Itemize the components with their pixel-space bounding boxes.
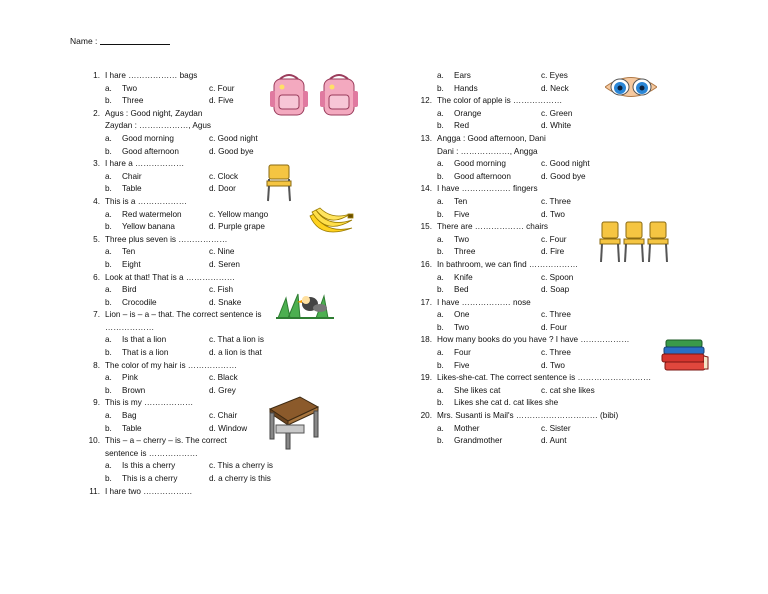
question-text-continued: Zaydan : ………………, Agus	[105, 121, 212, 131]
bird-picture	[276, 288, 334, 320]
option-right: d. Two	[541, 360, 565, 370]
backpacks-picture	[268, 73, 362, 117]
option-text: Four	[454, 348, 471, 358]
option-right: c. cat she likes	[541, 385, 595, 395]
backpack-icon	[270, 75, 308, 115]
option-letter: a.	[437, 234, 444, 244]
option-text: Is this a cherry	[122, 461, 176, 471]
question-number: 1.	[93, 71, 100, 80]
option-text: Five	[454, 209, 470, 219]
table-picture	[266, 395, 320, 453]
question-number: 17.	[420, 297, 432, 307]
option-letter: b.	[105, 259, 112, 269]
option-text: Orange	[454, 108, 482, 118]
option-row	[418, 322, 708, 335]
option-row	[418, 284, 708, 297]
question-item	[86, 486, 376, 499]
option-text: Bag	[122, 411, 137, 421]
option-row	[86, 171, 376, 184]
option-text: Red	[454, 121, 470, 131]
question-text-continued: ………………	[105, 322, 155, 332]
option-left	[105, 334, 166, 347]
option-text: Two	[454, 234, 470, 244]
eyes-picture	[605, 74, 657, 100]
option-left	[437, 423, 479, 436]
question-number: 20.	[420, 411, 432, 421]
question-item	[418, 183, 708, 196]
banana-picture	[306, 206, 356, 244]
question-item	[86, 272, 376, 285]
option-text: Yellow banana	[122, 222, 175, 232]
option-right: c. Three	[541, 348, 571, 358]
option-left	[437, 108, 481, 121]
option-row	[86, 460, 376, 473]
option-left	[105, 410, 137, 423]
option-left	[105, 259, 141, 272]
option-text: Is that a lion	[122, 335, 167, 345]
option-right: d. Good bye	[541, 171, 586, 181]
chair-icon	[648, 222, 668, 262]
option-text: This is a cherry	[122, 474, 178, 483]
chair-icon	[624, 222, 644, 262]
option-text: She likes cat	[454, 385, 501, 395]
option-letter: a.	[105, 285, 112, 295]
option-letter: a.	[105, 461, 112, 471]
option-letter: b.	[437, 171, 444, 181]
question-text: The color of my hair is ………………	[105, 360, 237, 370]
option-right: d. Fire	[541, 247, 565, 257]
option-right: c. Three	[541, 196, 571, 206]
option-text: Three	[454, 247, 476, 257]
question-text: The color of apple is ………………	[437, 96, 563, 106]
question-number: 15.	[420, 222, 432, 232]
option-left	[437, 385, 500, 398]
question-item	[86, 397, 376, 410]
option-letter: b.	[437, 285, 444, 295]
option-text: Pink	[122, 373, 138, 383]
option-letter: b.	[105, 348, 112, 358]
question-item	[418, 95, 708, 108]
option-right: c. Black	[209, 373, 238, 383]
option-right: d. Five	[209, 96, 234, 106]
option-row	[86, 133, 376, 146]
option-row	[418, 397, 708, 410]
question-text: I have ……………… fingers	[437, 184, 538, 194]
option-left	[437, 272, 473, 285]
option-letter: b.	[105, 297, 112, 307]
option-text: Bird	[122, 285, 137, 295]
option-text: Two	[122, 83, 138, 93]
question-item	[418, 133, 708, 158]
chair-icon	[600, 222, 620, 262]
option-row	[418, 309, 708, 322]
question-number: 7.	[93, 310, 100, 320]
option-letter: b.	[437, 436, 444, 446]
question-number: 13.	[420, 133, 432, 143]
chair-picture	[264, 163, 294, 203]
question-text: This – a – cherry – is. The correct	[105, 436, 227, 446]
name-label: Name :	[70, 36, 98, 46]
option-letter: a.	[437, 196, 444, 206]
option-right: d. Purple grape	[209, 222, 265, 232]
option-letter: a.	[105, 171, 112, 181]
option-right: c. Good night	[541, 159, 590, 169]
option-text: Ten	[122, 247, 136, 257]
backpack-icon	[320, 75, 358, 115]
option-text: Eight	[122, 259, 141, 269]
option-text: Two	[454, 322, 470, 332]
option-letter: a.	[105, 133, 112, 143]
question-number: 18.	[420, 335, 432, 345]
option-left	[105, 246, 135, 259]
option-row	[86, 146, 376, 159]
option-letter: b.	[437, 322, 444, 332]
question-text: I have ……………… nose	[437, 297, 531, 307]
option-right: c. Green	[541, 108, 573, 118]
option-letter: a.	[437, 159, 444, 169]
option-right: d. Two	[541, 209, 565, 219]
option-right: c. Four	[541, 234, 567, 244]
option-left	[437, 322, 469, 335]
question-text-continued: sentence is ………………	[105, 448, 198, 458]
option-letter: a.	[437, 272, 444, 282]
question-number: 9.	[93, 398, 100, 408]
question-text: I hare two ………………	[105, 486, 193, 496]
option-right: c. Four	[209, 83, 235, 93]
name-blank-line	[100, 35, 170, 45]
question-number: 16.	[420, 259, 432, 269]
option-left	[105, 297, 157, 310]
option-letter: a.	[105, 83, 112, 93]
table-icon	[270, 397, 318, 449]
option-letter: b.	[105, 474, 112, 483]
option-text: Ears	[454, 71, 471, 80]
option-text: Chair	[122, 171, 142, 181]
option-letter: b.	[437, 209, 444, 219]
three-chairs-picture	[598, 220, 670, 264]
option-left	[105, 209, 182, 222]
option-left	[105, 347, 168, 360]
option-text: Ten	[454, 196, 468, 206]
option-right: d. Door	[209, 184, 236, 194]
option-text: Bed	[454, 285, 469, 295]
option-letter: a.	[437, 423, 444, 433]
option-letter: b.	[105, 184, 112, 194]
question-number: 6.	[93, 272, 100, 282]
option-left	[437, 209, 469, 222]
option-text: Good morning	[122, 133, 174, 143]
question-text: Likes-she-cat. The correct sentence is ………………………	[437, 373, 652, 383]
option-left	[105, 183, 142, 196]
option-text: Three	[122, 96, 144, 106]
bird-icon	[276, 294, 334, 318]
option-right: d. Seren	[209, 259, 240, 269]
option-right: c. Good night	[209, 133, 258, 143]
option-text: Brown	[122, 385, 146, 395]
option-row	[418, 423, 708, 436]
questions-left-column	[86, 70, 376, 498]
option-letter: b.	[437, 247, 444, 257]
option-left	[437, 83, 478, 96]
option-left	[105, 133, 174, 146]
option-row	[86, 423, 376, 436]
question-item	[86, 435, 376, 460]
question-item	[418, 410, 708, 423]
option-letter: a.	[105, 373, 112, 383]
option-right: c. Spoon	[541, 272, 574, 282]
option-right: c. That a lion is	[209, 335, 264, 345]
option-left	[105, 146, 179, 159]
question-text: Look at that! That is a ………………	[105, 272, 235, 282]
option-right: d. Good bye	[209, 146, 254, 156]
option-left	[105, 385, 145, 398]
option-row	[418, 385, 708, 398]
option-text: Hands	[454, 83, 478, 93]
question-number: 8.	[93, 360, 100, 370]
option-right: c. Chair	[209, 411, 238, 421]
chair-icon	[267, 165, 291, 201]
question-number: 12.	[420, 96, 432, 106]
option-left	[105, 284, 137, 297]
question-text: Agus : Good night, Zaydan	[105, 108, 203, 118]
option-left	[105, 473, 178, 486]
option-left	[437, 347, 471, 360]
option-left	[437, 435, 502, 448]
question-number: 11.	[89, 486, 100, 496]
option-left	[437, 284, 469, 297]
option-letter: b.	[437, 360, 444, 370]
option-left	[437, 196, 467, 209]
name-field	[70, 35, 170, 48]
option-text: Knife	[454, 272, 473, 282]
option-row	[86, 385, 376, 398]
option-letter: b.	[437, 83, 444, 93]
question-text: I hare a ………………	[105, 159, 185, 169]
option-left	[437, 120, 469, 133]
option-right: d. a cherry is this	[209, 474, 271, 483]
option-text: Crocodile	[122, 297, 157, 307]
option-left	[437, 397, 558, 410]
option-letter: a.	[105, 209, 112, 219]
option-left	[437, 360, 469, 373]
option-text: Mother	[454, 423, 480, 433]
option-letter: a.	[105, 247, 112, 257]
question-number: 3.	[93, 159, 100, 169]
option-right: c. Nine	[209, 247, 235, 257]
option-text: Good afternoon	[454, 171, 511, 181]
option-left	[105, 460, 175, 473]
option-row	[418, 108, 708, 121]
question-number: 4.	[93, 196, 100, 206]
option-left	[105, 95, 143, 108]
option-row	[86, 259, 376, 272]
option-text: Good morning	[454, 159, 506, 169]
option-right: d. Neck	[541, 83, 569, 93]
question-item	[418, 297, 708, 310]
option-row	[418, 158, 708, 171]
option-left	[437, 234, 469, 247]
option-right: c. This a cherry is	[209, 461, 274, 471]
option-text: Good afternoon	[122, 146, 179, 156]
option-right: d. Window	[209, 423, 248, 433]
option-letter: b.	[437, 398, 444, 408]
question-text-continued: Dani : ………………, Angga	[437, 146, 538, 156]
question-text: Three plus seven is ………………	[105, 234, 228, 244]
question-number: 19.	[420, 373, 432, 383]
option-row	[86, 473, 376, 486]
option-right: c. Three	[541, 310, 571, 320]
option-text: One	[454, 310, 470, 320]
option-letter: a.	[437, 385, 444, 395]
option-text: Five	[454, 360, 470, 370]
option-text: Red watermelon	[122, 209, 182, 219]
option-row	[418, 435, 708, 448]
option-letter: b.	[105, 385, 112, 395]
question-text: Angga : Good afternoon, Dani	[437, 133, 546, 143]
option-right: d. Aunt	[541, 436, 567, 446]
option-left	[105, 171, 142, 184]
option-letter: b.	[105, 96, 112, 106]
option-left	[105, 83, 137, 96]
option-row	[418, 120, 708, 133]
option-row	[86, 347, 376, 360]
question-text: This is a ………………	[105, 196, 187, 206]
option-letter: b.	[105, 146, 112, 156]
option-row	[86, 246, 376, 259]
option-left	[105, 221, 175, 234]
option-row	[86, 334, 376, 347]
question-item	[86, 360, 376, 373]
eyes-icon	[605, 78, 657, 97]
option-left	[105, 423, 142, 436]
option-text: Grandmother	[454, 436, 503, 446]
option-row	[418, 171, 708, 184]
option-row	[418, 196, 708, 209]
option-text: Likes she cat d. cat likes she	[454, 398, 559, 408]
question-number: 14.	[420, 184, 432, 194]
question-text: I hare ……………… bags	[105, 71, 198, 80]
option-right: d. Snake	[209, 297, 242, 307]
books-icon	[662, 340, 708, 370]
option-letter: a.	[105, 335, 112, 345]
option-letter: b.	[105, 423, 112, 433]
option-left	[105, 372, 138, 385]
option-right: c. Sister	[541, 423, 571, 433]
option-letter: a.	[437, 71, 444, 80]
question-number: 10.	[88, 436, 100, 446]
option-left	[437, 246, 475, 259]
option-letter: a.	[437, 108, 444, 118]
question-text: Mrs. Susanti is Mail's ………………………… (bibi)	[437, 411, 619, 421]
option-left	[437, 309, 469, 322]
option-right: d. Soap	[541, 285, 570, 295]
option-row	[86, 372, 376, 385]
question-text: Lion – is – a – that. The correct sentence is	[105, 310, 262, 320]
option-right: d. Four	[541, 322, 567, 332]
question-text: In bathroom, we can find ………………	[437, 259, 579, 269]
option-right: d. Grey	[209, 385, 236, 395]
option-right: c. Fish	[209, 285, 234, 295]
option-left	[437, 70, 471, 83]
option-row	[418, 272, 708, 285]
question-text: How many books do you have ? I have ………………	[437, 335, 630, 345]
option-letter: b.	[437, 121, 444, 131]
option-letter: a.	[437, 348, 444, 358]
banana-icon	[310, 208, 353, 232]
option-row	[418, 70, 708, 83]
option-right: c. Yellow mango	[209, 209, 269, 219]
option-letter: a.	[105, 411, 112, 421]
option-row	[86, 183, 376, 196]
option-right: c. Clock	[209, 171, 239, 181]
option-text: Table	[122, 184, 142, 194]
question-text: There are ……………… chairs	[437, 222, 549, 232]
option-left	[437, 171, 511, 184]
option-right: c. Eyes	[541, 71, 568, 80]
option-letter: b.	[105, 222, 112, 232]
option-letter: a.	[437, 310, 444, 320]
option-right: d. a lion is that	[209, 348, 262, 358]
option-text: Table	[122, 423, 142, 433]
question-item	[86, 158, 376, 171]
books-picture	[660, 338, 710, 376]
question-number: 5.	[93, 234, 100, 244]
option-row	[418, 83, 708, 96]
option-right: d. White	[541, 121, 572, 131]
question-number: 2.	[93, 108, 100, 118]
option-left	[437, 158, 506, 171]
option-text: That is a lion	[122, 348, 169, 358]
option-row	[86, 410, 376, 423]
question-text: This is my ………………	[105, 398, 194, 408]
